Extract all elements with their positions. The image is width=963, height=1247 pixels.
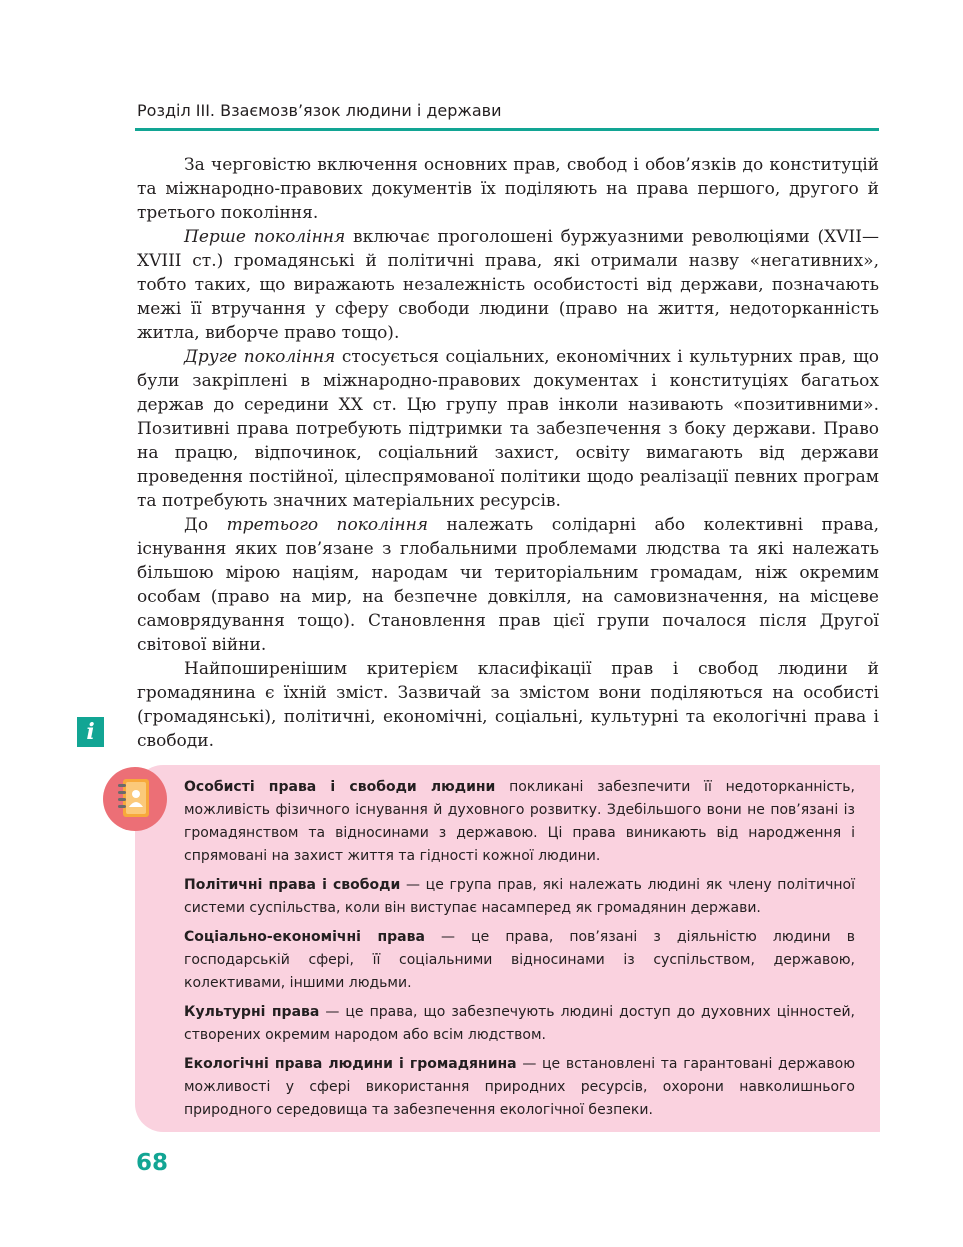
definition-term: Особисті права і свободи людини xyxy=(184,779,496,795)
paragraph-classification xyxy=(137,657,879,753)
definition-text: — це встановлені та гарантовані державою можливості у сфері використання природних ресурсів, охорони навколишнього природного середовища та забезпечення екологічної безпеки. xyxy=(184,1056,855,1118)
main-text xyxy=(137,153,879,753)
page-number: 68 xyxy=(136,1150,169,1176)
notebook-glyph xyxy=(103,767,167,831)
emphasis-term: третього покоління xyxy=(226,515,429,535)
emphasis-term: Перше покоління xyxy=(184,227,346,247)
info-icon: i xyxy=(77,717,104,747)
definition-term: Екологічні права людини і громадянина xyxy=(184,1056,517,1072)
definition-environmental-rights xyxy=(184,1053,855,1122)
paragraph-text: стосується соціальних, економічних і культурних прав, що були закріплені в міжнародно-правових документах і конституціях багатьох держав до середини XX ст. Цю групу прав інколи називають «позитивними». Позитивні права потребують підтримки та забезпечення з боку держави. Право на працю, відпочинок, соціальний захист, освіту вимагають від держави проведення постійної, цілеспрямованої політики щодо реалізації певних програм та потребують значних матеріальних ресурсів. xyxy=(137,347,880,511)
definition-cultural-rights xyxy=(184,1001,855,1047)
definition-text: покликані забезпечити її недоторканність, можливість фізичного існування й духовного розвитку. Здебільшого вони не пов’язані із громадянством та відносинами з державою. Ці права виникають від народження і спрямовані на захист життя та гідності кожної людини. xyxy=(184,779,855,864)
paragraph-text: Найпоширенішим критерієм класифікації прав і свобод людини й громадянина є їхній зміст. Зазвичай за змістом вони поділяються на особисті (громадянські), політичні, економічні, соціальні, культурні та екологічні права і свободи. xyxy=(137,659,879,751)
section-header: Розділ III. Взаємозв’язок людини і держави xyxy=(137,101,502,120)
header-divider xyxy=(135,128,879,131)
paragraph-text: За черговістю включення основних прав, свобод і обов’язків до конституцій та міжнародно-правових документів їх поділяють на права першого, другого й третього покоління. xyxy=(137,155,879,223)
paragraph-generations xyxy=(137,153,879,225)
definition-term: Політичні права і свободи xyxy=(184,877,401,893)
definition-text: — це група прав, які належать людині як члену політичної системи суспільства, коли він виступає насамперед як громадянин держави. xyxy=(184,877,855,916)
definition-term: Соціально-економічні права xyxy=(184,929,425,945)
definition-term: Культурні права xyxy=(184,1004,320,1020)
definition-personal-rights xyxy=(184,776,855,868)
definition-socioeconomic-rights xyxy=(184,926,855,995)
definition-text: — це права, що забезпечують людині доступ до духовних цінностей, створених окремим народом або всім людством. xyxy=(184,1004,855,1043)
paragraph-second-generation xyxy=(137,345,879,513)
paragraph-text: належать солідарні або колективні права, існування яких пов’язане з глобальними проблемами людства та які належать більшою мірою націям, народам чи територіальним громадам, ніж окремим особам (право на мир, на безпечне довкілля, на самовизначення, на місцеве самоврядування тощо). Становлення прав цієї групи почалося після Другої світової війни. xyxy=(137,515,879,655)
definition-text: — це права, пов’язані з діяльністю людини в господарській сфері, її соціальними відносинами із суспільством, державою, колективами, іншими людьми. xyxy=(184,929,855,991)
paragraph-prefix: До xyxy=(184,515,227,535)
paragraph-third-generation xyxy=(137,513,879,657)
definition-political-rights xyxy=(184,874,855,920)
contacts-notebook-icon xyxy=(103,767,167,831)
paragraph-first-generation xyxy=(137,225,879,345)
definitions-list xyxy=(184,776,855,1128)
paragraph-text: включає проголошені буржуазними революціями (XVII—XVIII ст.) громадянські й політичні права, які отримали назву «негативних», тобто таких, що виражають незалежність особистості від держави, позначають межі її втручання у сферу свободи людини (право на життя, недоторканність житла, виборче право тощо). xyxy=(137,227,879,343)
emphasis-term: Друге покоління xyxy=(184,347,336,367)
